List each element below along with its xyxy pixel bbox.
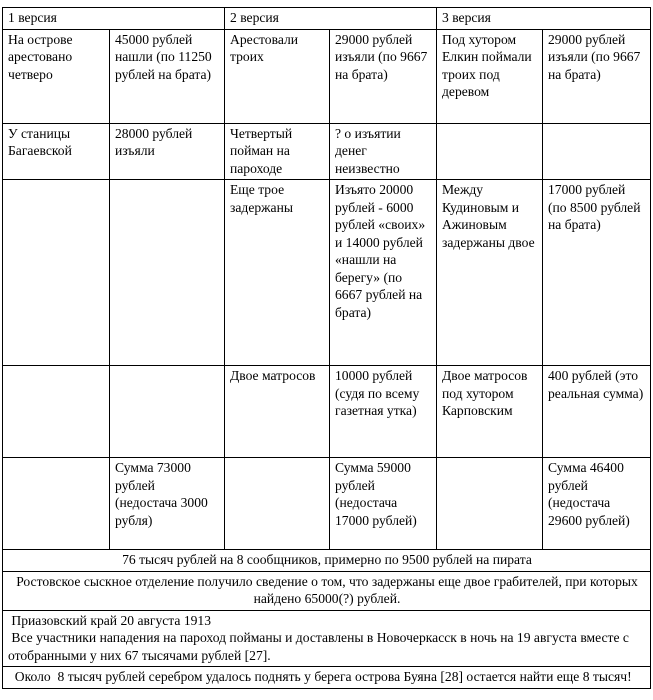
- table-cell: Между Кудиновым и Ажиновым задержаны двое: [437, 180, 543, 366]
- total-cell: Сумма 73000 рублей (недостача 3000 рубля): [110, 458, 225, 550]
- table-row: [3, 180, 651, 366]
- versions-table: [2, 7, 651, 689]
- table-cell: 10000 рублей (судя по всему газетная утка): [330, 366, 437, 458]
- table-cell: ? о изъятии денег неизвестно: [330, 123, 437, 180]
- table-cell: [3, 366, 110, 458]
- table-row: [3, 29, 651, 123]
- summary-line: 76 тысяч рублей на 8 сообщников, примерно по 9500 рублей на пирата: [3, 550, 651, 572]
- table-cell: 400 рублей (это реальная сумма): [543, 366, 651, 458]
- table-cell: [110, 180, 225, 366]
- table-cell: [437, 458, 543, 550]
- table-cell: [3, 458, 110, 550]
- table-cell: [110, 366, 225, 458]
- note-row: [3, 610, 651, 667]
- summary-row: [3, 550, 651, 572]
- note-text: Все участники нападения на пароход пойманы и доставлены в Новочеркасск в ночь на 19 августа вместе с отобранными у них 67 тысячами рублей [27].: [8, 630, 633, 663]
- table-cell: 17000 рублей (по 8500 рублей на брата): [543, 180, 651, 366]
- header-row: [3, 8, 651, 30]
- summary-paragraph: Ростовское сыскное отделение получило сведение о том, что задержаны еще двое грабителей, при которых найдено 65000(?) рублей.: [3, 571, 651, 610]
- table-cell: Арестовали троих: [225, 29, 330, 123]
- note-dateline: Приазовский край 20 августа 1913: [8, 612, 212, 628]
- table-cell: 28000 рублей изъяли: [110, 123, 225, 180]
- summary-row: [3, 571, 651, 610]
- total-cell: Сумма 59000 рублей (недостача 17000 рублей): [330, 458, 437, 550]
- note-row: [3, 667, 651, 689]
- table-cell: [437, 123, 543, 180]
- header-version-3: 3 версия: [437, 8, 651, 30]
- table-cell: Двое матросов под хутором Карповским: [437, 366, 543, 458]
- header-version-2: 2 версия: [225, 8, 437, 30]
- table-cell: На острове арестовано четверо: [3, 29, 110, 123]
- table-cell: [3, 180, 110, 366]
- table-cell: Под хутором Елкин поймали троих под деревом: [437, 29, 543, 123]
- table-cell: [543, 123, 651, 180]
- newspaper-note: [3, 610, 651, 667]
- table-cell: 29000 рублей изъяли (по 9667 на брата): [330, 29, 437, 123]
- table-row: [3, 366, 651, 458]
- table-cell: Двое матросов: [225, 366, 330, 458]
- table-cell: У станицы Багаевской: [3, 123, 110, 180]
- table-cell: 29000 рублей изъяли (по 9667 на брата): [543, 29, 651, 123]
- table-cell: Четвертый пойман на пароходе: [225, 123, 330, 180]
- table-cell: 45000 рублей нашли (по 11250 рублей на брата): [110, 29, 225, 123]
- silver-note: Около 8 тысяч рублей серебром удалось поднять у берега острова Буяна [28] остается найти еще 8 тысяч!: [3, 667, 651, 689]
- table-cell: Изъято 20000 рублей - 6000 рублей «своих» и 14000 рублей «нашли на берегу» (по 6667 рублей на брата): [330, 180, 437, 366]
- table-row: [3, 123, 651, 180]
- header-version-1: 1 версия: [3, 8, 225, 30]
- table-cell: Еще трое задержаны: [225, 180, 330, 366]
- total-cell: Сумма 46400 рублей (недостача 29600 рублей): [543, 458, 651, 550]
- totals-row: [3, 458, 651, 550]
- table-cell: [225, 458, 330, 550]
